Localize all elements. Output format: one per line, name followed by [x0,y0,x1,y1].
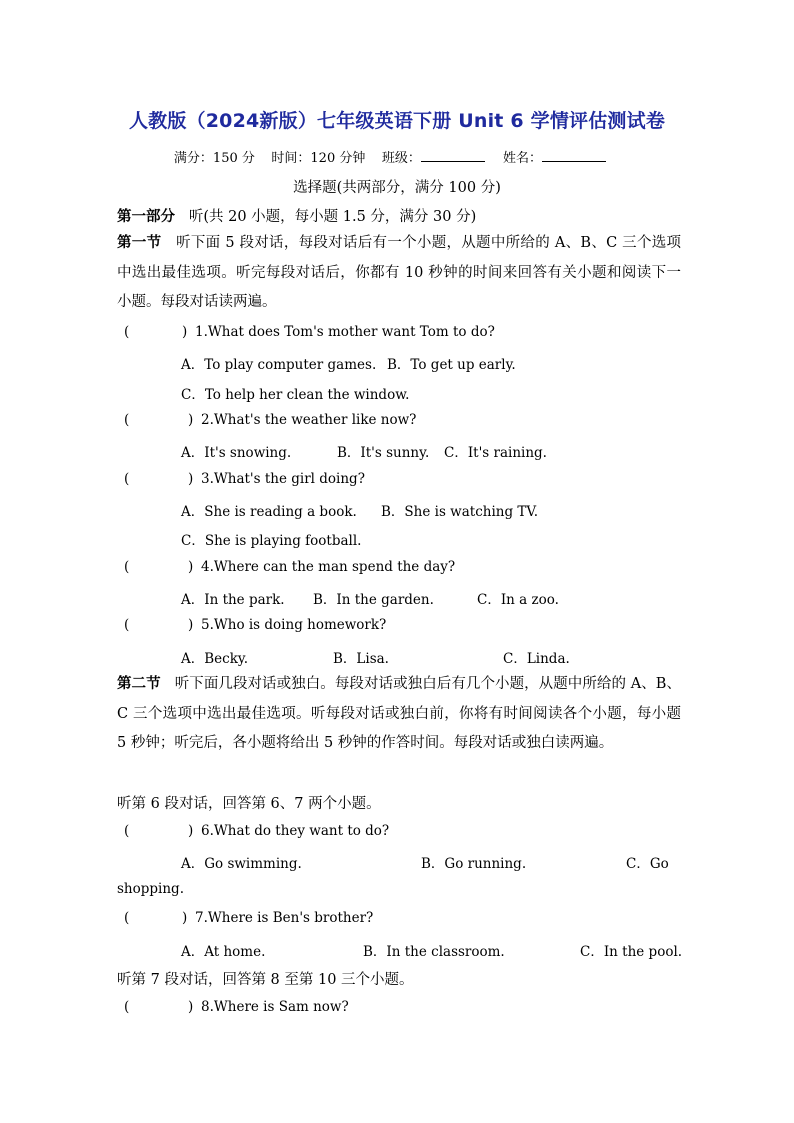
answer-paren-open[interactable]: ( [124,999,130,1015]
option-c[interactable]: C．It's raining. [444,445,547,461]
question-row [124,412,417,428]
question-row [124,999,349,1015]
question-text: 3.What's the girl doing? [201,471,365,487]
option-c[interactable]: C．To help her clean the window. [181,387,410,403]
option-c[interactable]: C．Linda. [503,651,570,667]
section2-label: 第二节 [117,675,161,692]
section2-text: 听下面几段对话或独白。每段对话或独白后有几个小题，从题中所给的 A、B、C 三个选项中选出最佳选项。听每段对话或独白前，你将有时间阅读各个小题，每小题 5 秒钟；听完后，各小题将给出 5 秒钟的作答时间。每段对话或独白读两遍。 [117,676,682,751]
section1-instructions [117,228,681,318]
class-label: 班级： [381,151,421,166]
option-a[interactable]: A．In the park. [181,592,285,608]
question-text: 7.Where is Ben's brother? [195,910,374,926]
question-text: 2.What's the weather like now? [201,412,417,428]
answer-paren-open[interactable]: ( [124,471,130,487]
option-b[interactable]: B．In the classroom. [363,944,505,960]
option-c[interactable]: C．In a zoo. [477,592,559,608]
option-a[interactable]: A．She is reading a book. [181,504,357,520]
section-subtitle: 选择题(共两部分，满分 100 分) [293,180,501,196]
answer-paren-open[interactable]: ( [124,910,130,926]
option-a[interactable]: A．To play computer games. [181,357,377,373]
answer-paren-close: ) [182,910,188,926]
option-b[interactable]: B．In the garden. [313,592,434,608]
option-a[interactable]: A．It's snowing. [181,445,292,461]
answer-paren-close: ) [188,999,194,1015]
option-b[interactable]: B．She is watching TV. [381,504,539,520]
exam-time: 时间：120 分钟 [271,151,366,166]
option-a[interactable]: A．Becky. [181,651,249,667]
name-blank[interactable] [542,149,606,162]
part1-label: 第一部分 [117,208,175,225]
answer-paren-close: ) [188,617,194,633]
name-label: 姓名： [503,151,543,166]
section1-label: 第一节 [117,234,162,251]
option-a[interactable]: A．Go swimming. [181,856,302,872]
section1-text: 听下面 5 段对话，每段对话后有一个小题，从题中所给的 A、B、C 三个选项中选出最佳选项。听完每段对话后，你都有 10 秒钟的时间来回答有关小题和阅读下一小题。每段对话读两遍。 [117,235,682,310]
question-text: 8.Where is Sam now? [201,999,349,1015]
option-b[interactable]: B．It's sunny. [337,445,430,461]
full-marks: 满分：150 分 [173,151,255,166]
section2-instructions [117,669,681,759]
option-a[interactable]: A．At home. [181,944,266,960]
option-c[interactable]: C．Go [626,856,669,872]
option-b[interactable]: B．Lisa. [333,651,389,667]
option-b[interactable]: B．To get up early. [387,357,516,373]
class-blank[interactable] [421,149,485,162]
dialogue7-instruction: 听第 7 段对话，回答第 8 至第 10 三个小题。 [117,972,414,988]
question-text: 6.What do they want to do? [201,823,390,839]
question-text: 1.What does Tom's mother want Tom to do? [195,324,495,340]
part1-desc: 听(共 20 小题，每小题 1.5 分，满分 30 分) [188,209,477,225]
question-text: 5.Who is doing homework? [201,617,387,633]
option-c-continuation: shopping. [117,881,184,897]
option-b[interactable]: B．Go running. [421,856,527,872]
answer-paren-close: ) [188,823,194,839]
question-row [124,471,365,487]
exam-info [0,147,794,166]
answer-paren-open[interactable]: ( [124,324,130,340]
option-c[interactable]: C．In the pool. [580,944,683,960]
answer-paren-close: ) [188,471,194,487]
answer-paren-open[interactable]: ( [124,412,130,428]
answer-paren-open[interactable]: ( [124,823,130,839]
part1-heading [117,205,476,226]
answer-paren-close: ) [188,412,194,428]
answer-paren-close: ) [188,559,194,575]
question-row [124,559,456,575]
answer-paren-open[interactable]: ( [124,559,130,575]
answer-paren-open[interactable]: ( [124,617,130,633]
answer-paren-close: ) [182,324,188,340]
question-row [124,823,390,839]
option-c[interactable]: C．She is playing football. [181,533,362,549]
question-row [124,910,374,926]
question-text: 4.Where can the man spend the day? [201,559,456,575]
page-title: 人教版（2024新版）七年级英语下册 Unit 6 学情评估测试卷 [128,110,666,132]
question-row [124,617,387,633]
dialogue6-instruction: 听第 6 段对话，回答第 6、7 两个小题。 [117,796,381,812]
question-row [124,324,495,340]
